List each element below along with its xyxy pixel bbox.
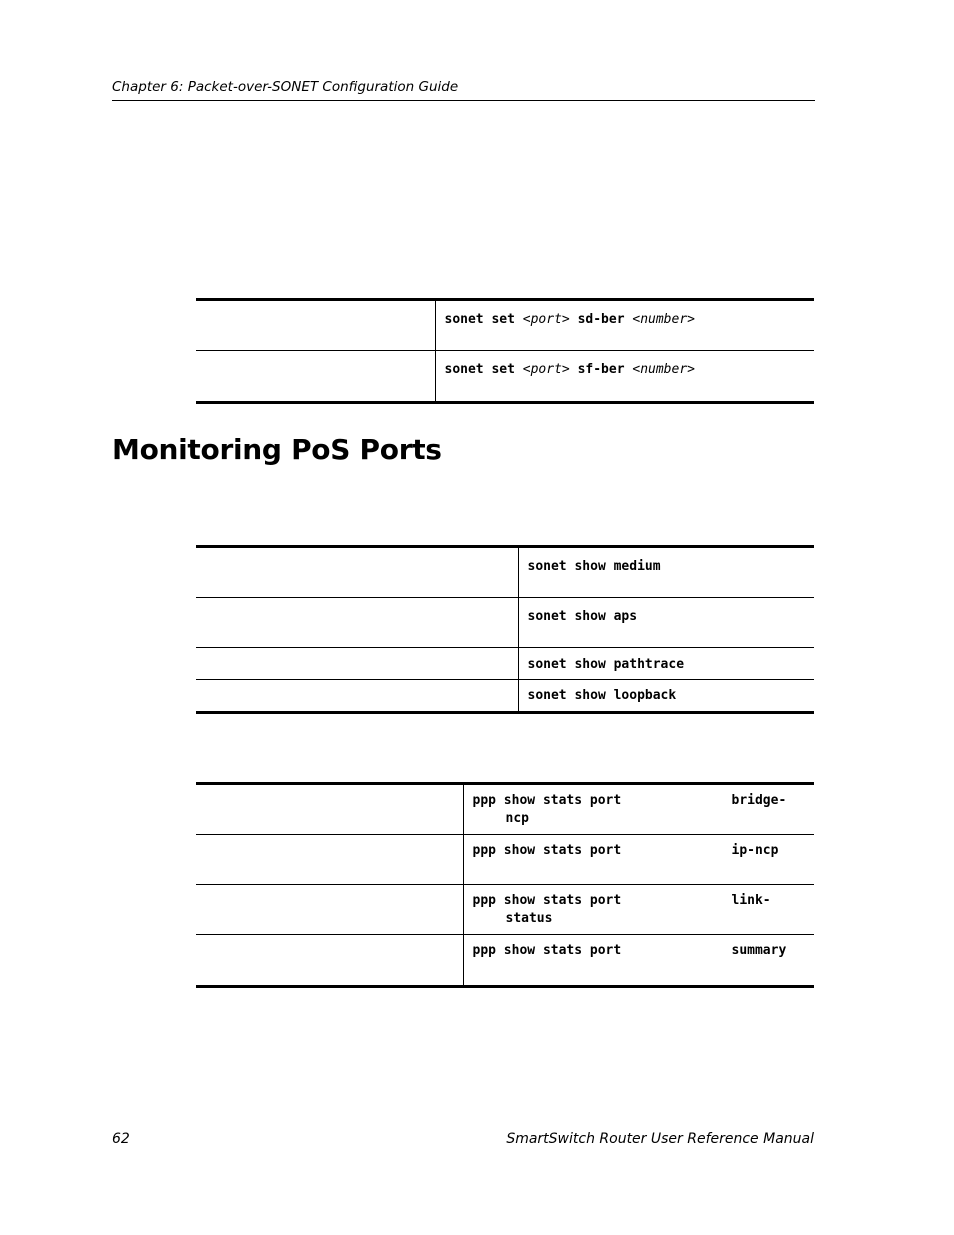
- sonet-set-table: [196, 298, 814, 404]
- command-cell: [435, 300, 814, 351]
- command-text: sonet show aps: [527, 609, 638, 624]
- command-text: ppp show stats port ip-ncp: [472, 843, 779, 858]
- description-cell: [196, 680, 518, 713]
- command-cell: [518, 598, 814, 648]
- command-text: sonet set <port> sf-ber <number>: [444, 362, 695, 377]
- command-text: ppp show stats port bridge-: [472, 793, 787, 808]
- command-text: sonet set <port> sd-ber <number>: [444, 312, 695, 327]
- description-cell: [196, 885, 463, 935]
- description-cell: [196, 300, 435, 351]
- command-cell: [463, 784, 814, 835]
- table-row: [196, 648, 814, 680]
- command-cell: [518, 547, 814, 598]
- table-row: [196, 835, 814, 885]
- table-row: [196, 351, 814, 403]
- description-cell: [196, 835, 463, 885]
- command-text: ppp show stats port link-: [472, 893, 771, 908]
- description-cell: [196, 648, 518, 680]
- table-row: [196, 885, 814, 935]
- command-cell: [518, 680, 814, 713]
- description-cell: [196, 351, 435, 403]
- command-continuation: ncp: [505, 811, 529, 826]
- description-cell: [196, 547, 518, 598]
- table-row: [196, 784, 814, 835]
- command-text: ppp show stats port summary: [472, 943, 787, 958]
- table-row: [196, 680, 814, 713]
- description-cell: [196, 784, 463, 835]
- command-text: sonet show loopback: [527, 688, 677, 703]
- ppp-stats-table: [196, 782, 814, 988]
- table-row: [196, 935, 814, 987]
- command-cell: [518, 648, 814, 680]
- description-cell: [196, 598, 518, 648]
- command-cell: [435, 351, 814, 403]
- description-cell: [196, 935, 463, 987]
- table-row: [196, 547, 814, 598]
- table-row: [196, 300, 814, 351]
- command-cell: [463, 835, 814, 885]
- header-rule: [112, 100, 815, 101]
- command-cell: [463, 885, 814, 935]
- command-cell: [463, 935, 814, 987]
- running-head: Chapter 6: Packet-over-SONET Configuration Guide: [112, 79, 459, 95]
- section-title: Monitoring PoS Ports: [112, 433, 442, 466]
- page-number: 62: [112, 1131, 130, 1147]
- table-row: [196, 598, 814, 648]
- command-text: sonet show medium: [527, 559, 661, 574]
- sonet-show-table: [196, 545, 814, 714]
- command-continuation: status: [505, 911, 553, 926]
- manual-title: SmartSwitch Router User Reference Manual: [506, 1131, 814, 1147]
- command-text: sonet show pathtrace: [527, 657, 685, 672]
